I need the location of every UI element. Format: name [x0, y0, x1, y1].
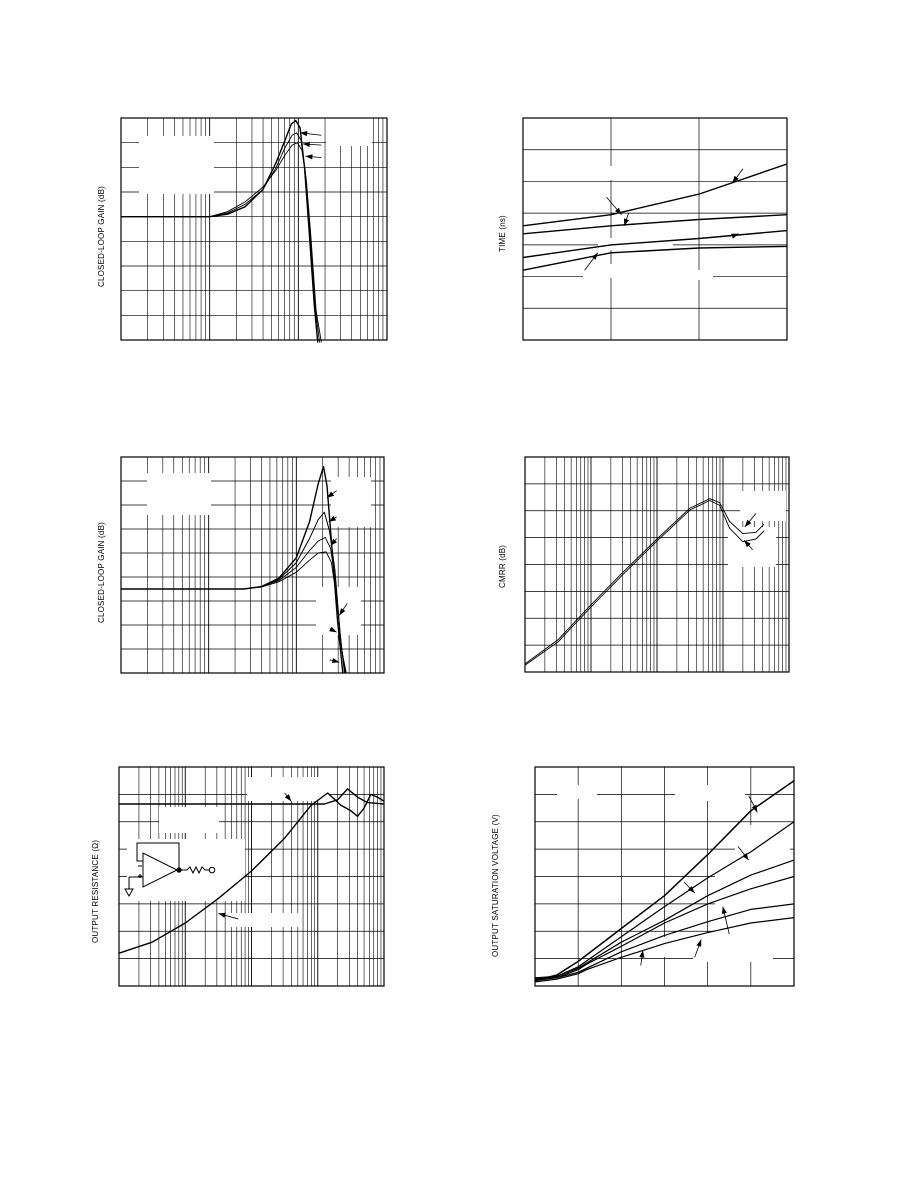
series-line-2: [525, 501, 764, 666]
chart-closed-loop-gain-2: [121, 457, 384, 673]
y-axis-label: OUTPUT SATURATION VOLTAGE (V): [491, 814, 500, 957]
series-line-3: [121, 537, 345, 673]
output-terminal: [209, 867, 215, 873]
label-box: [598, 238, 673, 250]
output-node-dot: [177, 868, 181, 872]
label-box: [583, 264, 653, 278]
label-box: [643, 270, 713, 280]
annotation-arrowhead: [592, 253, 598, 260]
series-line-2: [523, 215, 787, 234]
annotation-arrowhead: [305, 154, 312, 159]
annotation-arrowhead: [218, 913, 225, 918]
chart-svg: [119, 767, 384, 986]
label-box: [159, 807, 219, 833]
label-box: [147, 473, 211, 515]
annotation-arrowhead: [731, 234, 739, 239]
chart-closed-loop-gain-1: [121, 118, 387, 340]
label-box: [693, 932, 773, 962]
chart-output-saturation-voltage: [535, 767, 794, 986]
label-box: [558, 166, 628, 180]
chart-svg: [121, 457, 384, 673]
y-axis-label: CLOSED-LOOP GAIN (dB): [97, 522, 106, 623]
chart-svg: [525, 457, 789, 672]
chart-output-resistance: [119, 767, 384, 986]
chart-time-ns: [523, 118, 787, 340]
label-box: [713, 190, 773, 204]
y-axis-label: CLOSED-LOOP GAIN (dB): [97, 186, 106, 287]
label-box: [229, 913, 299, 927]
label-box: [557, 785, 597, 799]
chart-svg: [535, 767, 794, 986]
label-box: [740, 491, 786, 521]
chart-svg: [523, 118, 787, 340]
series-line-4: [121, 552, 346, 673]
annotation-arrowhead: [752, 805, 758, 812]
label-box: [139, 136, 214, 194]
label-box: [331, 477, 371, 527]
chart-svg: [121, 118, 387, 340]
y-axis-label: CMRR (dB): [498, 544, 507, 588]
plot-frame: [523, 118, 787, 340]
series-line-4: [523, 246, 787, 270]
chart-cmrr: [525, 457, 789, 672]
y-axis-label: OUTPUT RESISTANCE (Ω): [91, 839, 100, 943]
label-box: [326, 118, 372, 146]
y-axis-label: TIME (ns): [498, 215, 507, 252]
label-box: [675, 785, 745, 801]
